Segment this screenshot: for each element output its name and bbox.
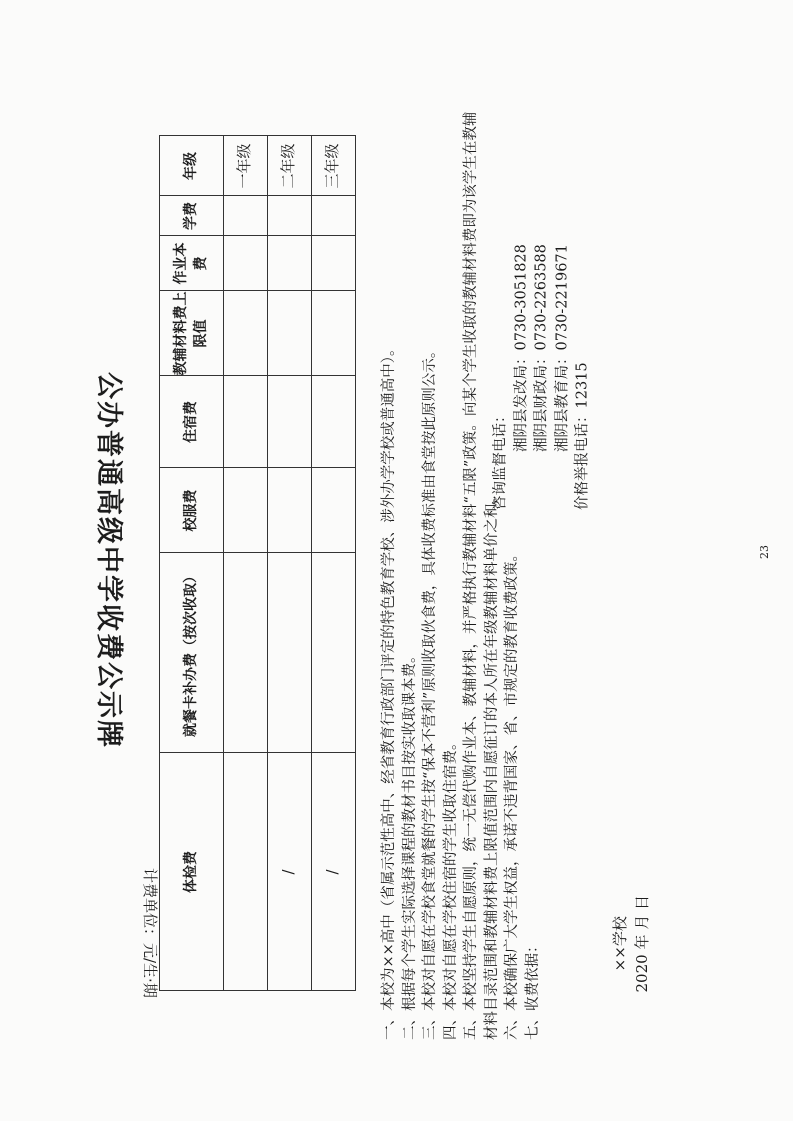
contacts-label: 咨询监督电话：: [492, 408, 509, 510]
note-item: 一、本校为××高中（省属示范性高中、经省教育行政部门评定的特色教育学校、涉外办学学校或普通高中）。: [381, 341, 397, 1040]
table-cell: [268, 236, 312, 291]
table-header-row: [160, 136, 224, 991]
note-item: 二、根据每个学生实际选择课程的教材书目按实收取课本费。: [401, 648, 418, 1040]
table-cell: [224, 376, 268, 468]
contact-item: 湘阴县财政局：0730-2263588: [533, 244, 550, 452]
sign-date: 2020 年 月 日: [633, 895, 651, 993]
table-cell: [312, 291, 356, 376]
header-checkup: 体检费: [160, 753, 224, 991]
table-cell: [312, 196, 356, 236]
table-cell: [224, 291, 268, 376]
table-cell: [268, 553, 312, 753]
table-row: [268, 136, 312, 991]
note-item: 五、本校坚持学生自愿原则，统一无偿代购作业本、教辅材料，并严格执行教辅材料“五限”政策。向某个学生收取的教辅材料费即为该学生在教辅材料目录范围和教辅材料费上限值范围内自愿征订的本人所在年级教辅材料单价之和。: [463, 111, 500, 1040]
school-name: ××学校: [611, 916, 629, 972]
header-grade: 年级: [160, 136, 224, 196]
table-cell: [224, 236, 268, 291]
table-row: [224, 136, 268, 991]
grade-cell: 二年级: [268, 136, 312, 196]
page-number: 23: [758, 545, 771, 559]
contact-item: 湘阴县发改局：0730-3051828: [513, 244, 529, 452]
grade-cell: 三年级: [312, 136, 356, 196]
table-cell: [268, 468, 312, 553]
header-materials: 教辅材料费上限值: [160, 291, 224, 376]
grade-cell: 一年级: [224, 136, 268, 196]
table-cell: [224, 553, 268, 753]
table-cell: [224, 753, 268, 991]
table-cell: [268, 196, 312, 236]
note-item: 三、本校对自愿在学校食堂就餐的学生按“保本不营利”原则收取伙食费，具体收费标准由食堂按此原则公示。: [422, 343, 438, 1040]
header-accommodation: 住宿费: [160, 376, 224, 468]
table-cell: [312, 376, 356, 468]
note-item: 七、收费依据：: [524, 938, 541, 1040]
table-cell: [312, 236, 356, 291]
table-cell: [312, 468, 356, 553]
note-item: 四、本校对自愿在学校住宿的学生收取住宿费。: [442, 735, 459, 1040]
fee-table: [159, 135, 356, 991]
table-cell: [224, 468, 268, 553]
header-tuition: 学费: [160, 196, 224, 236]
table-cell: [268, 376, 312, 468]
table-cell: [312, 553, 356, 753]
table-cell: /: [268, 753, 312, 991]
notice-title: 公办普通高级中学收费公示牌: [93, 372, 124, 749]
contacts-section: [491, 110, 594, 510]
unit-label: 计费单位：元/生·期: [141, 868, 159, 998]
signature-block: [609, 895, 653, 992]
header-workbook: 作业本费: [160, 236, 224, 291]
hotline: 价格举报电话：12315: [574, 362, 591, 510]
table-row: [312, 136, 356, 991]
note-item: 六、本校确保广大学生权益，承诺不违背国家、省、市规定的教育收费政策。: [504, 547, 520, 1040]
table-cell: [224, 196, 268, 236]
table-cell: /: [312, 753, 356, 991]
header-uniform: 校服费: [160, 468, 224, 553]
table-cell: [268, 291, 312, 376]
contact-item: 湘阴县教育局：0730-2219671: [554, 244, 570, 452]
header-meal-card: 就餐卡补办费（按次收取）: [160, 553, 224, 753]
